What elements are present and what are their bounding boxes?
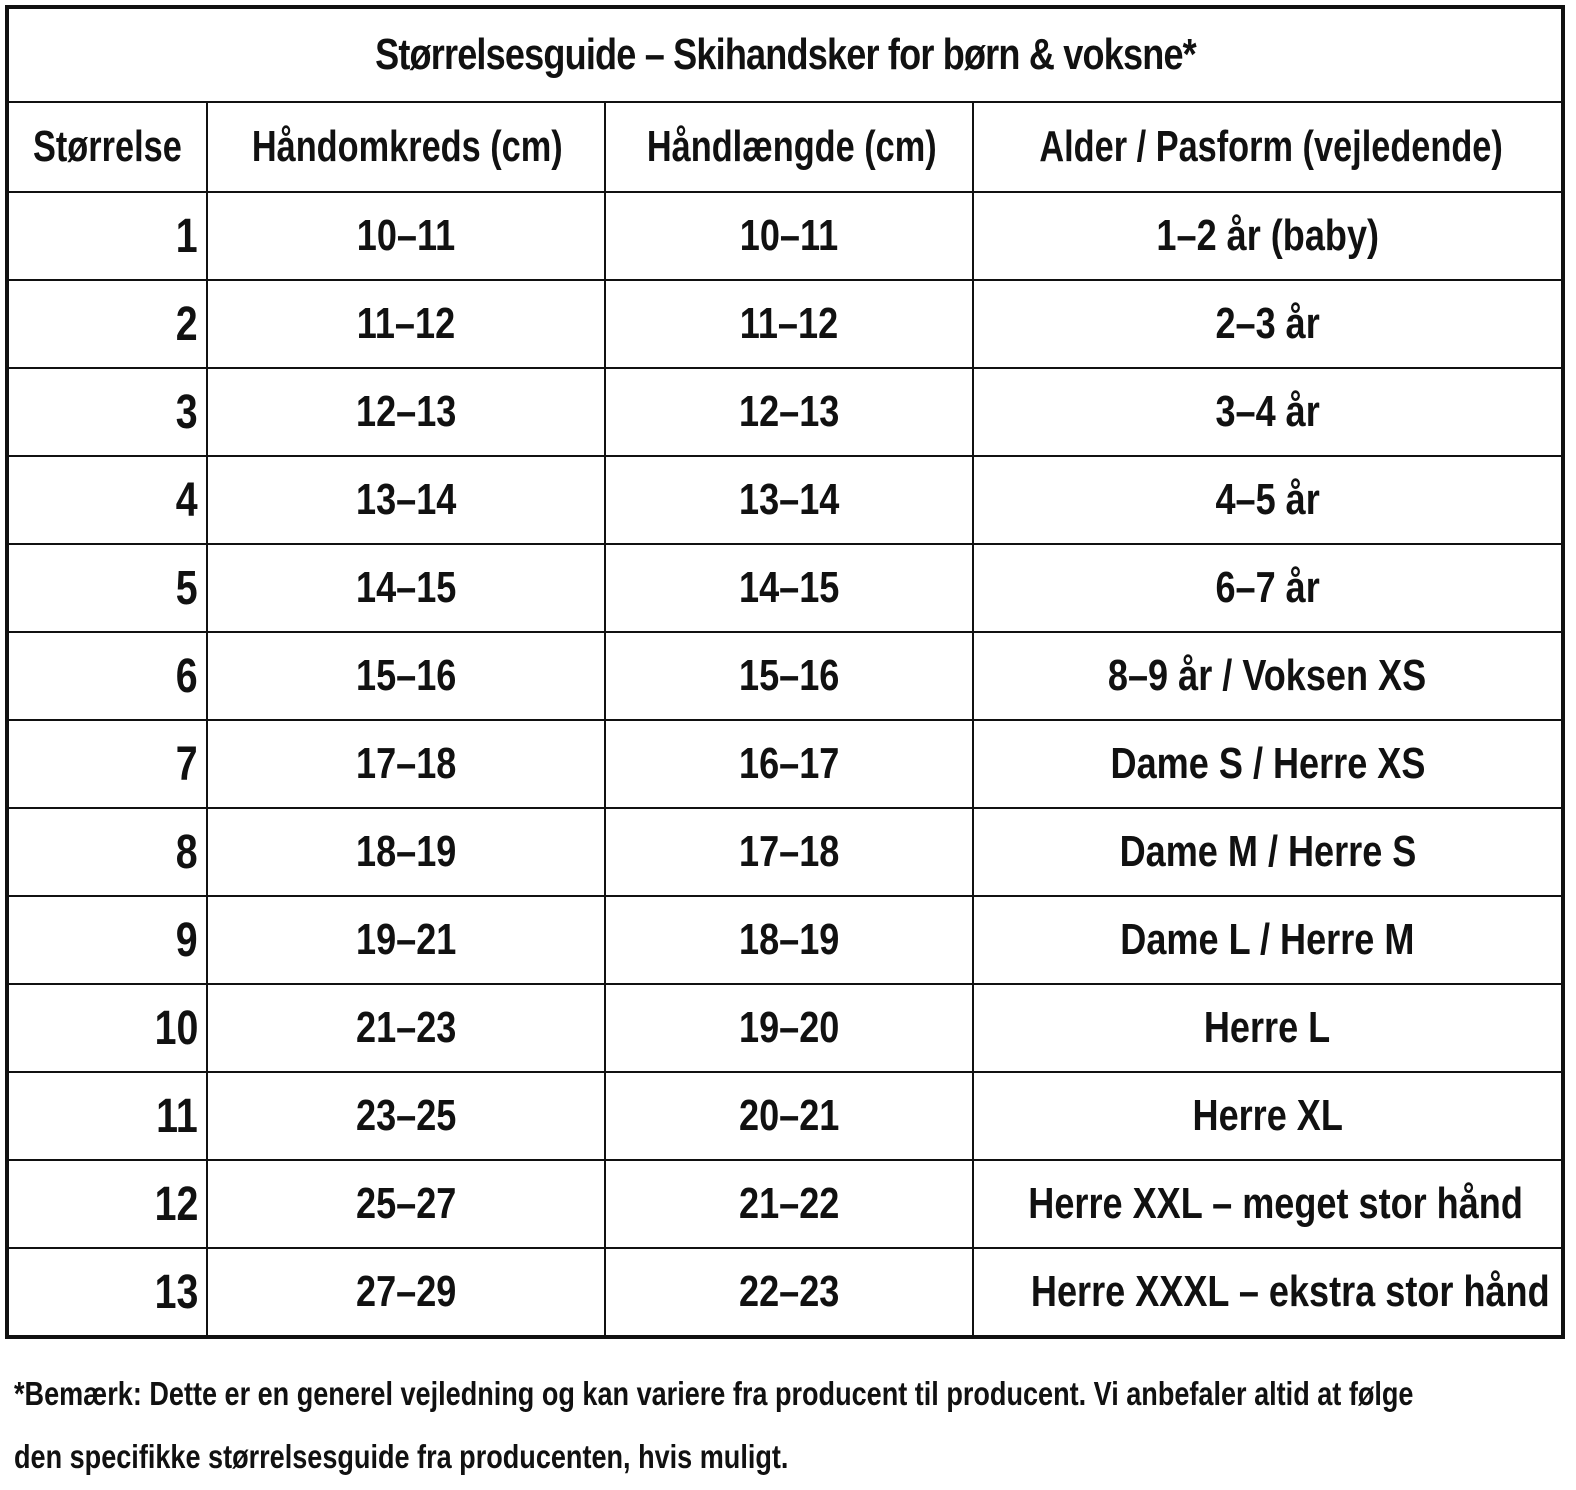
cell-length-text: 12–13 [738, 387, 840, 436]
table-row [7, 1072, 1563, 1160]
cell-size [7, 720, 207, 808]
cell-fit-text: Herre XXXL – ekstra stor hånd [1030, 1267, 1550, 1316]
cell-length [605, 984, 973, 1072]
cell-size [7, 808, 207, 896]
cell-size-text: 7 [176, 737, 198, 791]
cell-size-text: 6 [176, 649, 198, 703]
cell-circumference-text: 13–14 [355, 475, 457, 524]
cell-length [605, 808, 973, 896]
cell-fit-text: Herre L [1204, 1003, 1331, 1052]
table-row [7, 1248, 1563, 1337]
cell-size [7, 280, 207, 368]
cell-fit-text: 4–5 år [1215, 475, 1320, 524]
cell-fit-text: 1–2 år (baby) [1156, 211, 1379, 260]
cell-fit-text: Dame M / Herre S [1119, 827, 1416, 876]
cell-size-text: 13 [154, 1265, 198, 1319]
cell-length [605, 1248, 973, 1337]
cell-circumference [207, 1072, 605, 1160]
cell-circumference [207, 632, 605, 720]
cell-length [605, 544, 973, 632]
cell-circumference [207, 1160, 605, 1248]
cell-fit [973, 544, 1563, 632]
table-row [7, 984, 1563, 1072]
cell-circumference-text: 11–12 [356, 299, 456, 348]
cell-fit-text: 8–9 år / Voksen XS [1108, 651, 1427, 700]
cell-size-text: 11 [156, 1089, 198, 1143]
cell-circumference [207, 544, 605, 632]
cell-size [7, 1072, 207, 1160]
cell-circumference-text: 17–18 [355, 739, 457, 788]
table-row [7, 1160, 1563, 1248]
cell-fit [973, 720, 1563, 808]
header-circumference-label: Håndomkreds (cm) [251, 122, 563, 171]
table-row [7, 368, 1563, 456]
cell-size [7, 544, 207, 632]
footnote-line-2: den specifikke størrelsesguide fra producenten, hvis muligt. [14, 1438, 789, 1475]
cell-length-text: 11–12 [739, 299, 839, 348]
table-row [7, 808, 1563, 896]
header-row [7, 102, 1563, 192]
cell-length-text: 16–17 [738, 739, 840, 788]
cell-size-text: 5 [176, 561, 198, 615]
cell-length-text: 18–19 [738, 915, 840, 964]
cell-circumference-text: 19–21 [355, 915, 457, 964]
table-row [7, 192, 1563, 280]
header-circumference [207, 102, 605, 192]
cell-fit [973, 1248, 1563, 1337]
cell-length [605, 456, 973, 544]
cell-size-text: 4 [176, 473, 198, 527]
cell-fit [973, 1160, 1563, 1248]
cell-circumference-text: 12–13 [355, 387, 457, 436]
cell-size [7, 368, 207, 456]
table-row [7, 632, 1563, 720]
cell-circumference-text: 23–25 [355, 1091, 457, 1140]
cell-length-text: 13–14 [738, 475, 840, 524]
cell-circumference-text: 18–19 [355, 827, 457, 876]
cell-size-text: 10 [154, 1001, 198, 1055]
cell-fit [973, 280, 1563, 368]
cell-size-text: 9 [176, 913, 198, 967]
cell-size-text: 2 [176, 297, 198, 351]
footnote [14, 1362, 1556, 1488]
header-fit-label: Alder / Pasform (vejledende) [1039, 122, 1503, 171]
cell-length-text: 15–16 [738, 651, 840, 700]
cell-circumference [207, 280, 605, 368]
cell-length [605, 1072, 973, 1160]
table-body [7, 192, 1563, 1337]
cell-size [7, 192, 207, 280]
cell-fit [973, 632, 1563, 720]
cell-size [7, 896, 207, 984]
cell-length-text: 22–23 [738, 1267, 840, 1316]
cell-size [7, 1248, 207, 1337]
cell-size [7, 984, 207, 1072]
cell-size-text: 1 [176, 209, 198, 263]
header-length [605, 102, 973, 192]
cell-fit-text: 6–7 år [1215, 563, 1320, 612]
cell-length-text: 17–18 [738, 827, 840, 876]
cell-fit-text: Herre XXL – meget stor hånd [1028, 1179, 1523, 1228]
cell-circumference-text: 10–11 [356, 211, 456, 260]
cell-fit [973, 984, 1563, 1072]
cell-length-text: 19–20 [738, 1003, 840, 1052]
cell-fit [973, 808, 1563, 896]
cell-length-text: 10–11 [739, 211, 839, 260]
header-length-label: Håndlængde (cm) [646, 122, 937, 171]
cell-circumference [207, 368, 605, 456]
table-row [7, 544, 1563, 632]
table-row [7, 280, 1563, 368]
cell-circumference [207, 896, 605, 984]
cell-length-text: 21–22 [738, 1179, 840, 1228]
cell-length [605, 1160, 973, 1248]
cell-length [605, 720, 973, 808]
title-row [7, 7, 1563, 102]
footnote-line-1: *Bemærk: Dette er en generel vejledning og kan variere fra producent til producent. Vi anbefaler altid at følge [14, 1375, 1414, 1412]
table-title-text: Størrelsesguide – Skihandsker for børn & voksne* [374, 30, 1196, 79]
cell-fit-text: Dame S / Herre XS [1110, 739, 1425, 788]
cell-fit-text: 3–4 år [1215, 387, 1320, 436]
cell-size-text: 12 [154, 1177, 198, 1231]
cell-length [605, 368, 973, 456]
cell-circumference-text: 21–23 [355, 1003, 457, 1052]
cell-size [7, 632, 207, 720]
cell-fit [973, 896, 1563, 984]
table-title [7, 7, 1563, 102]
cell-fit-text: Herre XL [1192, 1091, 1343, 1140]
cell-circumference [207, 192, 605, 280]
cell-circumference [207, 720, 605, 808]
header-size-label: Størrelse [33, 122, 182, 171]
header-size [7, 102, 207, 192]
cell-length-text: 14–15 [738, 563, 840, 612]
cell-fit [973, 456, 1563, 544]
size-guide-table [5, 5, 1565, 1339]
cell-length [605, 280, 973, 368]
cell-fit [973, 1072, 1563, 1160]
cell-fit [973, 192, 1563, 280]
cell-fit-text: 2–3 år [1215, 299, 1320, 348]
cell-circumference [207, 808, 605, 896]
cell-circumference [207, 1248, 605, 1337]
header-fit [973, 102, 1563, 192]
table-row [7, 720, 1563, 808]
cell-circumference-text: 14–15 [355, 563, 457, 612]
cell-circumference [207, 456, 605, 544]
cell-size [7, 1160, 207, 1248]
cell-length [605, 632, 973, 720]
cell-size-text: 3 [176, 385, 198, 439]
table-row [7, 456, 1563, 544]
cell-length [605, 192, 973, 280]
table-row [7, 896, 1563, 984]
cell-fit-text: Dame L / Herre M [1120, 915, 1415, 964]
cell-length-text: 20–21 [738, 1091, 840, 1140]
cell-fit [973, 368, 1563, 456]
cell-circumference-text: 25–27 [355, 1179, 457, 1228]
cell-size-text: 8 [176, 825, 198, 879]
cell-circumference-text: 27–29 [355, 1267, 457, 1316]
cell-length [605, 896, 973, 984]
cell-size [7, 456, 207, 544]
cell-circumference-text: 15–16 [355, 651, 457, 700]
cell-circumference [207, 984, 605, 1072]
